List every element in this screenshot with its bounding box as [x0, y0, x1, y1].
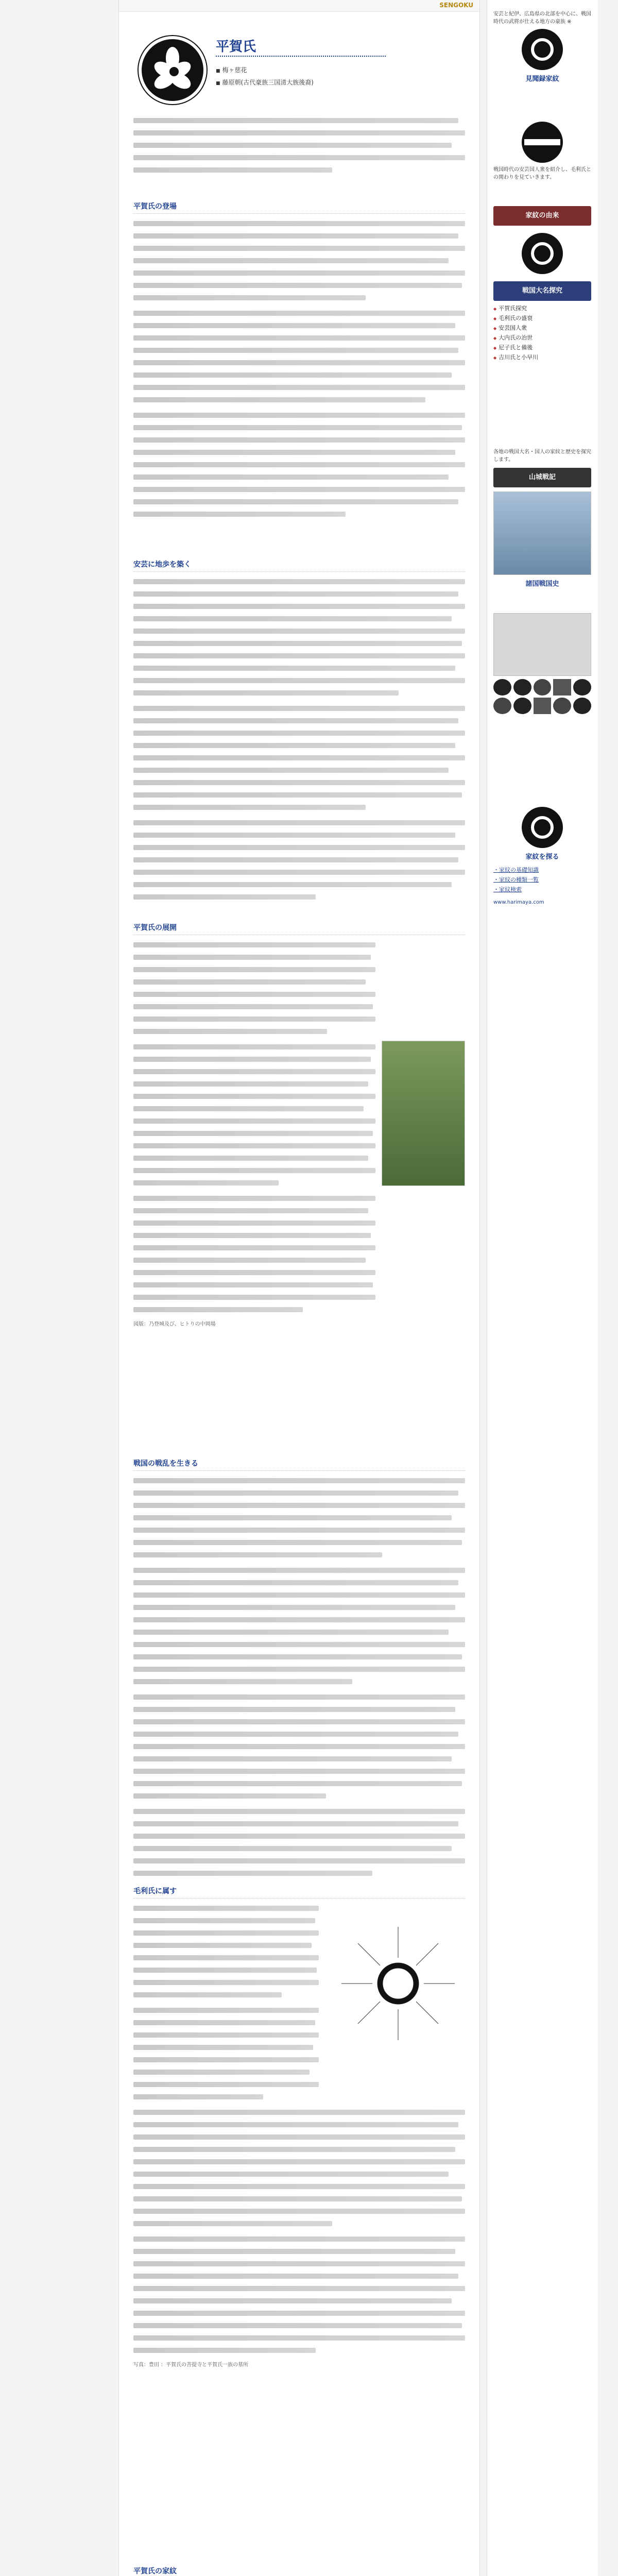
crest-icon[interactable] — [493, 679, 511, 696]
photo-diagram — [331, 1906, 465, 2071]
sidebar-crest-block — [493, 118, 591, 181]
sidebar-nav-item[interactable]: ◆ 吉川氏と小早川 — [493, 353, 591, 363]
figure-note: 図版：乃登城及び、ヒトりの中岡場 — [133, 1321, 216, 1327]
crest-icon[interactable] — [493, 698, 511, 714]
sidebar-nav-item[interactable]: ◆ 平賀氏探究 — [493, 304, 591, 314]
sundial-diagram-icon — [331, 1906, 465, 2061]
sidebar-link[interactable]: ・家紋検索 — [493, 886, 522, 893]
top-bar — [119, 0, 479, 12]
page-title: 平賀氏 — [216, 39, 256, 55]
section-heading: 平賀氏の登場 — [133, 201, 465, 214]
title-divider — [216, 56, 386, 57]
section-expansion — [133, 922, 465, 1327]
sidebar-nav-item[interactable]: ◆ 尼子氏と備後 — [493, 343, 591, 353]
sidebar-crest-grid — [493, 613, 591, 714]
sidebar-castle — [493, 448, 591, 588]
crest-icon[interactable] — [573, 679, 591, 696]
sidebar-crest-icons — [493, 679, 591, 714]
clan-meta — [216, 64, 314, 89]
crest-icon[interactable] — [513, 679, 531, 696]
sidebar-crest-icon-2 — [522, 233, 563, 274]
figure-note: 写真：豊田 ：平賀氏の菩提寺と平賀氏一族の墓所 — [133, 2362, 249, 2368]
sidebar-nav-item[interactable]: ◆ 安芸国人衆 — [493, 324, 591, 333]
section-mori — [133, 1886, 465, 2368]
sidebar-url[interactable]: www.harimaya.com — [493, 900, 544, 905]
sidebar-banners — [493, 206, 591, 363]
photo-caption — [382, 1041, 465, 1043]
section-text — [133, 219, 465, 517]
section-text — [133, 1476, 465, 1876]
section-text-2 — [133, 2108, 465, 2353]
sidebar-kamon-title[interactable]: 家紋を探る — [525, 853, 559, 861]
section-heading: 安芸に地歩を築く — [133, 559, 465, 572]
sidebar-banner-daimyo[interactable]: 戦国大名探究 — [493, 281, 591, 301]
main-content — [118, 0, 480, 2576]
sidebar-crest-icon — [522, 29, 563, 70]
sidebar-kamon — [493, 804, 591, 906]
section-aki — [133, 559, 465, 907]
sidebar-intro — [493, 10, 591, 83]
sidebar-link[interactable]: ・家紋の基礎知識 — [493, 867, 539, 873]
section-heading: 平賀氏の家紋 — [133, 2566, 465, 2576]
sidebar-banner-crest[interactable]: 家紋の由来 — [493, 206, 591, 226]
crest-label: ■ 梅ヶ慈花 — [216, 64, 314, 77]
crest-icon[interactable] — [553, 698, 571, 714]
section-heading: 戦国の戦乱を生きる — [133, 1458, 465, 1471]
clan-origin: ■ 藤原朝(古代豪族三国清大族後裔) — [216, 77, 314, 89]
section-heading: 毛利氏に属す — [133, 1886, 465, 1899]
brand-text: SENGOKU — [439, 2, 473, 9]
crest-icon[interactable] — [573, 698, 591, 714]
section-crest — [133, 2566, 465, 2576]
sidebar-nav-list — [493, 304, 591, 363]
intro-block — [133, 116, 465, 180]
sidebar-title[interactable]: 見聞録家紋 — [525, 75, 559, 83]
sidebar-map-image — [493, 613, 591, 676]
sidebar-crest-icon-3 — [522, 807, 563, 848]
clan-header — [133, 36, 463, 108]
sidebar-blurb: 安芸と紀伊、広島県の北部を中心に、戦国時代の武将が仕える地方の豪族 ※ — [493, 11, 591, 25]
section-text — [133, 577, 465, 900]
section-text — [133, 940, 375, 1312]
sidebar-nav-item[interactable]: ◆ 毛利氏の盛衰 — [493, 314, 591, 324]
section-heading: 平賀氏の展開 — [133, 922, 465, 935]
sidebar-banner-castle[interactable]: 山城戦記 — [493, 468, 591, 487]
site-brand[interactable] — [439, 2, 473, 9]
crest-icon[interactable] — [534, 679, 552, 696]
intro-text — [133, 116, 465, 173]
clan-crest-icon — [139, 36, 207, 104]
sidebar — [487, 0, 598, 2576]
photo-shrine — [382, 1041, 465, 1186]
sidebar-castle-image — [493, 492, 591, 575]
sidebar-title-2[interactable]: 諸国戦国史 — [525, 580, 559, 588]
sidebar-blurb-3: 各地の戦国大名・国人の家紋と歴史を探究します。 — [493, 449, 591, 463]
sidebar-link[interactable]: ・家紋の種類一覧 — [493, 876, 539, 883]
crest-icon[interactable] — [534, 698, 552, 714]
sidebar-nav-item[interactable]: ◆ 大内氏の治世 — [493, 333, 591, 343]
photo-caption — [331, 2063, 465, 2065]
crest-icon[interactable] — [553, 679, 571, 696]
section-text — [133, 1904, 319, 2099]
section-origin — [133, 201, 465, 524]
crest-icon[interactable] — [513, 698, 531, 714]
sidebar-blurb-2: 戦国時代の安芸国人衆を紹介し、毛利氏との関わりを見ていきます。 — [493, 167, 591, 180]
sidebar-band-crest-icon — [522, 122, 563, 163]
section-sengoku — [133, 1458, 465, 1883]
